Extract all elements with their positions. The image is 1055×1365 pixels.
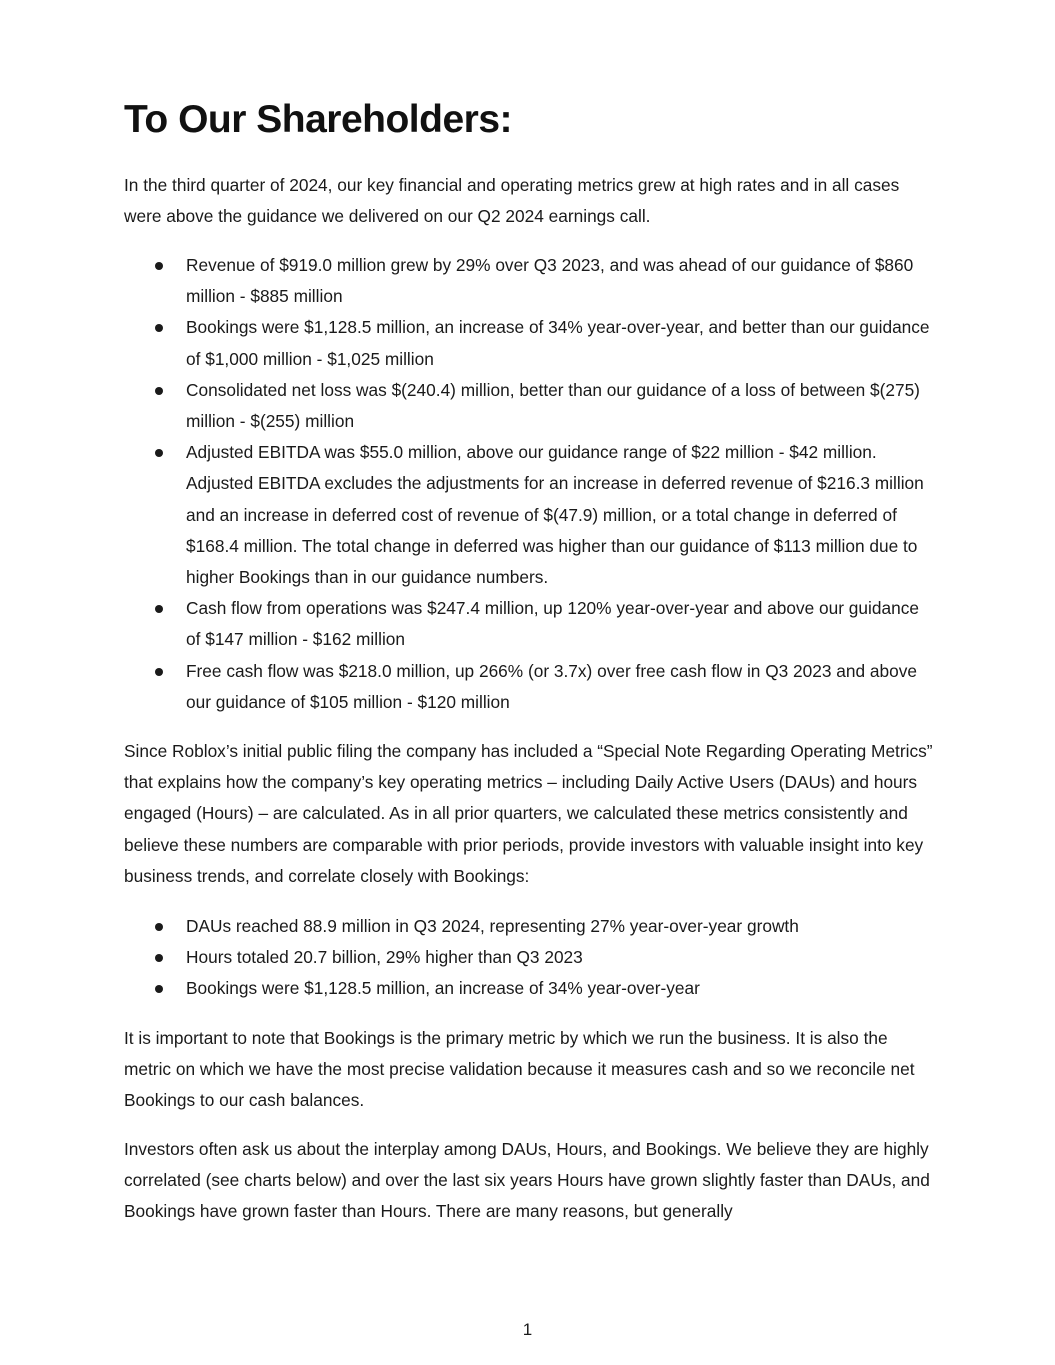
bullet-icon	[155, 923, 163, 931]
bullet-icon	[155, 262, 163, 270]
bullet-icon	[155, 324, 163, 332]
list-item-text: Free cash flow was $218.0 million, up 266% (or 3.7x) over free cash flow in Q3 2023 and above our guidance of $105 million - $120 million	[186, 660, 918, 712]
operating-highlights-list	[124, 911, 934, 1005]
bullet-icon	[155, 387, 163, 395]
list-item-text: Bookings were $1,128.5 million, an increase of 34% year-over-year	[186, 978, 700, 999]
list-item	[124, 593, 934, 655]
page-number: 1	[522, 1320, 533, 1339]
bullet-icon	[155, 985, 163, 993]
bullet-icon	[155, 605, 163, 613]
list-item-text: DAUs reached 88.9 million in Q3 2024, representing 27% year-over-year growth	[186, 916, 799, 936]
bullet-icon	[155, 668, 163, 676]
metrics-paragraph: Since Roblox’s initial public filing the company has included a “Special Note Regarding Operating Metrics” that explains how the company’s key operating metrics – including Daily Active Users (DAUs) and hours engaged (Hours) – are calculated. As in all prior quarters, we calculated these metrics consistently and believe these numbers are comparable with prior periods, provide investors with valuable insight into key business trends, and correlate closely with Bookings:	[124, 741, 933, 886]
financial-highlights-list	[124, 250, 934, 718]
list-item	[124, 973, 934, 1004]
intro-paragraph: In the third quarter of 2024, our key financial and operating metrics grew at high rates and in all cases were above the guidance we delivered on our Q2 2024 earnings call.	[124, 175, 900, 227]
bookings-paragraph: It is important to note that Bookings is the primary metric by which we run the business. It is also the metric on which we have the most precise validation because it measures cash and so we reconcile net Bookings to our cash balances.	[124, 1028, 915, 1111]
list-item	[124, 656, 934, 718]
list-item-text: Revenue of $919.0 million grew by 29% over Q3 2023, and was ahead of our guidance of $860 million - $885 million	[186, 255, 914, 307]
interplay-paragraph: Investors often ask us about the interplay among DAUs, Hours, and Bookings. We believe they are highly correlated (see charts below) and over the last six years Hours have grown slightly faster than DAUs, and Bookings have grown faster than Hours. There are many reasons, but generally	[124, 1139, 930, 1222]
list-item	[124, 250, 934, 312]
bullet-icon	[155, 954, 163, 962]
list-item-text: Cash flow from operations was $247.4 million, up 120% year-over-year and above our guidance of $147 million - $162 million	[186, 598, 919, 650]
list-item-text: Hours totaled 20.7 billion, 29% higher than Q3 2023	[186, 947, 583, 968]
list-item-text: Consolidated net loss was $(240.4) million, better than our guidance of a loss of between $(275) million - $(255) million	[186, 379, 920, 432]
list-item	[124, 437, 934, 593]
bullet-icon	[155, 449, 163, 457]
list-item-text: Adjusted EBITDA was $55.0 million, above our guidance range of $22 million - $42 million. Adjusted EBITDA excludes the adjustments for an increase in deferred revenue of $216.3 million and an increase in deferred cost of revenue of $(47.9) million, or a total change in deferred of $168.4 million. The total change in deferred was higher than our guidance of $113 million due to higher Bookings than in our guidance numbers.	[186, 442, 924, 588]
page-title: To Our Shareholders:	[124, 98, 512, 141]
list-item	[124, 942, 934, 973]
list-item	[124, 911, 934, 942]
list-item	[124, 312, 934, 374]
list-item-text: Bookings were $1,128.5 million, an increase of 34% year-over-year, and better than our guidance of $1,000 million - $1,025 million	[186, 317, 930, 369]
list-item	[124, 375, 934, 437]
